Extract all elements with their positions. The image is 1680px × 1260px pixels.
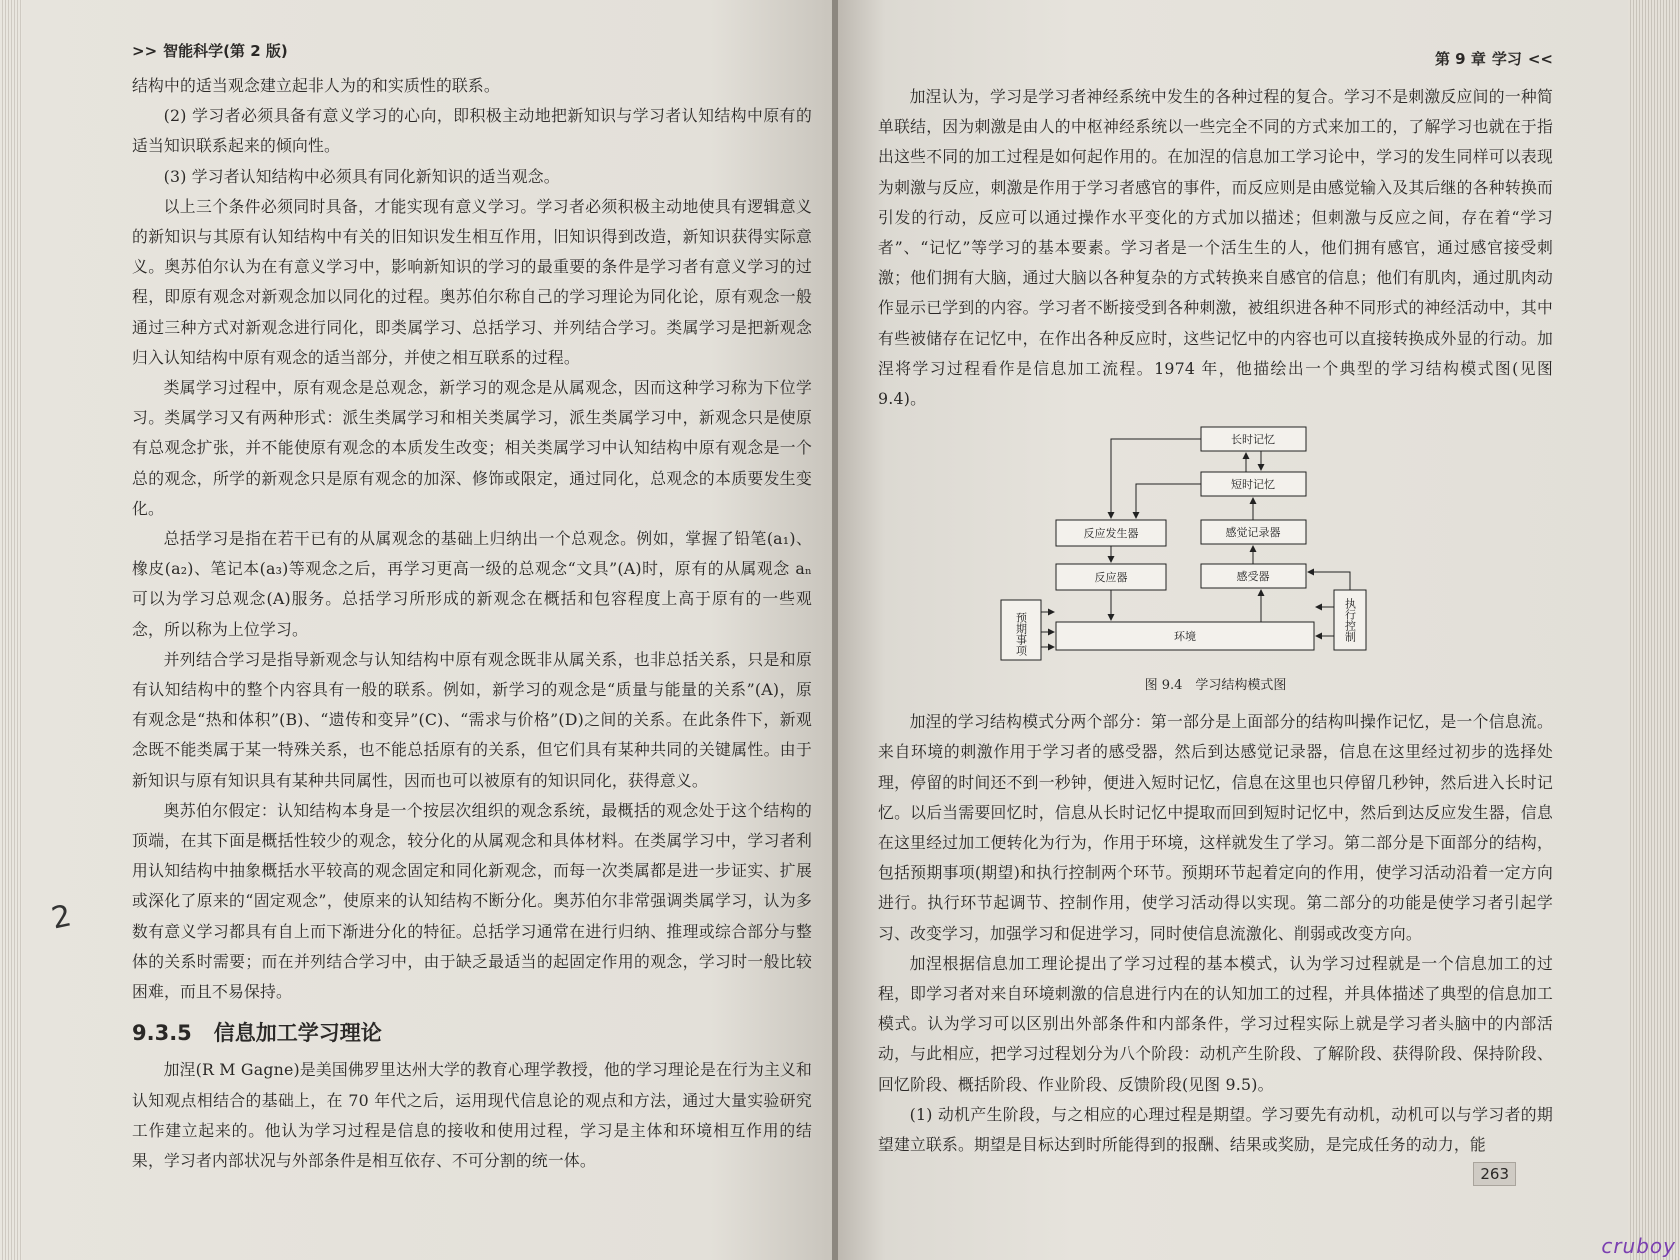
watermark: cruboy (1601, 1234, 1676, 1258)
paragraph: 加涅的学习结构模式分两个部分：第一部分是上面部分的结构叫操作记忆，是一个信息流。来自环境的刺激作用于学习者的感受器，然后到达感觉记录器，信息在这里经过初步的选择处理，停留的时间还不到一秒钟，便进入短时记忆，信息在这里也只停留几秒钟，然后进入长时记忆。以后当需要回忆时，信息从长时记忆中提取而回到短时记忆中，然后到达反应发生器，信息在这里经过加工便转化为行为，作用于环境，这样就发生了学习。第二部分是下面部分的结构，包括预期事项(期望)和执行控制两个环节。预期环节起着定向的作用，使学习活动沿着一定方向进行。执行环节起调节、控制作用，使学习活动得以实现。第二部分的功能是使学习者引起学习、改变学习，加强学习和促进学习，同时使信息流激化、削弱或改变方向。 (878, 712, 1553, 943)
right-running-header (1435, 48, 1553, 69)
paragraph: 总括学习是指在若干已有的从属观念的基础上归纳出一个总观念。例如，掌握了铅笔(a₁)、橡皮(a₂)、笔记本(a₃)等观念之后，再学习更高一级的总观念“文具”(A)时，原有的从属观念 aₙ 可以为学习总观念(A)服务。总括学习所形成的新观念在概括和包容程度上高于原有的一些观念，所以称为上位学习。 (132, 529, 812, 639)
label-executive-control: 执行控制 (1343, 598, 1356, 643)
label-short-term-memory: 短时记忆 (1230, 478, 1275, 492)
label-expectancy: 预期事项 (1014, 612, 1027, 657)
double-chevron-left-icon: << (1527, 49, 1553, 68)
label-long-term-memory: 长时记忆 (1230, 433, 1275, 447)
handwritten-mark: 2 (48, 898, 75, 937)
label-effector: 反应器 (1094, 571, 1127, 585)
section-title: 信息加工学习理论 (213, 1021, 382, 1046)
paragraph: (3) 学习者认知结构中必须具有同化新知识的适当观念。 (163, 166, 560, 186)
right-page (838, 0, 1628, 1260)
paragraph: 加涅认为，学习是学习者神经系统中发生的各种过程的复合。学习不是刺激反应间的一种简单联结，因为刺激是由人的中枢神经系统以一些完全不同的方式来加工的，了解学习也就在于指出这些不同的加工过程是如何起作用的。在加涅的信息加工学习论中，学习的发生同样可以表现为刺激与反应，刺激是作用于学习者感官的事件，而反应则是由感觉输入及其后继的各种转换而引发的行动，反应可以通过操作水平变化的方式加以描述；但刺激与反应之间，存在着“学习者”、“记忆”等学习的基本要素。学习者是一个活生生的人，他们拥有感官，通过感官接受刺激；他们拥有大脑，通过大脑以各种复杂的方式转换来自感官的信息；他们有肌肉，通过肌肉动作显示已学到的内容。学习者不断接受到各种刺激，被组织进各种不同形式的神经活动中，其中有些被储存在记忆中，在作出各种反应时，这些记忆中的内容也可以直接转换成外显的行动。加涅将学习过程看作是信息加工流程。1974 年，他描绘出一个典型的学习结构模式图(见图 9.4)。 (878, 87, 1553, 409)
page-number: 263 (1473, 1162, 1516, 1186)
paragraph: 奥苏伯尔假定：认知结构本身是一个按层次组织的观念系统，最概括的观念处于这个结构的顶端，在其下面是概括性较少的观念，较分化的从属观念和具体材料。在类属学习中，学习者利用认知结构中抽象概括水平较高的观念固定和同化新观念，而每一次类属都是进一步证实、扩展或深化了原来的“固定观念”，使原来的认知结构不断分化。奥苏伯尔非常强调类属学习，认为多数有意义学习都具有自上而下渐进分化的特征。总括学习通常在进行归纳、推理或综合部分与整体的关系时需要；而在并列结合学习中，由于缺乏最适当的起固定作用的观念，学习时一般比较困难，而且不易保持。 (132, 800, 812, 1002)
section-number: 9.3.5 (132, 1021, 192, 1046)
book-title: 智能科学(第 2 版) (163, 42, 288, 60)
paragraph: (1) 动机产生阶段，与之相应的心理过程是期望。学习要先有动机，动机可以与学习者的期望建立联系。期望是目标达到时所能得到的报酬、结果或奖励，是完成任务的动力，能 (878, 1104, 1553, 1155)
figure-9-4 (878, 422, 1553, 693)
paragraph: 类属学习过程中，原有观念是总观念，新学习的观念是从属观念，因而这种学习称为下位学习。类属学习又有两种形式：派生类属学习和相关类属学习，派生类属学习中，新观念只是使原有总观念扩张，并不能使原有观念的本质发生改变；相关类属学习中认知结构中原有观念是一个总的观念，所学的新观念只是原有观念的加深、修饰或限定，通过同化，总观念的本质要发生变化。 (132, 378, 812, 518)
left-running-header (132, 40, 812, 61)
left-page (22, 0, 832, 1260)
paragraph: 结构中的适当观念建立起非人为的和实质性的联系。 (132, 76, 500, 95)
label-sensory-register: 感觉记录器 (1225, 526, 1280, 540)
paragraph: 加涅根据信息加工理论提出了学习过程的基本模式，认为学习过程就是一个信息加工的过程，即学习者对来自环境刺激的信息进行内在的认知加工的过程，并具体描述了典型的信息加工模式。认为学习可以区别出外部条件和内部条件，学习过程实际上就是学习者头脑中的内部活动，与此相应，把学习过程划分为八个阶段：动机产生阶段、了解阶段、获得阶段、保持阶段、回忆阶段、概括阶段、作业阶段、反馈阶段(见图 9.5)。 (878, 953, 1553, 1094)
section-heading (132, 1017, 812, 1047)
label-environment: 环境 (1173, 630, 1196, 644)
chapter-title: 学习 (1491, 50, 1522, 68)
label-response-generator: 反应发生器 (1083, 527, 1138, 541)
paragraph: 以上三个条件必须同时具备，才能实现有意义学习。学习者必须积极主动地使具有逻辑意义的新知识与其原有认知结构中有关的旧知识发生相互作用，旧知识得到改造，新知识获得实际意义。奥苏伯尔认为在有意义学习中，影响新知识的学习的最重要的条件是学习者有意义学习的过程，即原有观念对新观念加以同化的过程。奥苏伯尔称自己的学习理论为同化论，原有观念一般通过三种方式对新观念进行同化，即类属学习、总括学习、并列结合学习。类属学习是把新观念归入认知结构中原有观念的适当部分，并使之相互联系的过程。 (132, 196, 812, 367)
paragraph: 加涅(R M Gagne)是美国佛罗里达州大学的教育心理学教授，他的学习理论是在行为主义和认知观点相结合的基础上，在 70 年代之后，运用现代信息论的观点和方法，通过大量实验研究工作建立起来的。他认为学习过程是信息的接收和使用过程，学习是主体和环境相互作用的结果，学习者内部状况与外部条件是相互依存、不可分割的统一体。 (132, 1060, 812, 1170)
paragraph: 并列结合学习是指导新观念与认知结构中原有观念既非从属关系，也非总括关系，只是和原有认知结构中的整个内容具有一般的联系。例如，新学习的观念是“质量与能量的关系”(A)，原有观念是“热和体积”(B)、“遗传和变异”(C)、“需求与价格”(D)之间的关系。在此条件下，新观念既不能类属于某一特殊关系，也不能总括原有的关系，但它们具有某种共同的关键属性。由于新知识与原有知识具有某种共同属性，因而也可以被原有的知识同化，获得意义。 (132, 649, 812, 790)
book-edge-right (1628, 0, 1680, 1260)
double-chevron-right-icon: >> (132, 41, 158, 60)
label-receptor: 感受器 (1236, 570, 1269, 584)
book-edge-left (0, 0, 22, 1260)
chapter-number: 第 9 章 (1434, 50, 1486, 68)
paragraph: (2) 学习者必须具备有意义学习的心向，即积极主动地把新知识与学习者认知结构中原有的适当知识联系起来的倾向性。 (132, 106, 812, 156)
learning-structure-diagram (1014, 422, 1381, 672)
figure-caption: 图 9.4 学习结构模式图 (1144, 678, 1287, 694)
